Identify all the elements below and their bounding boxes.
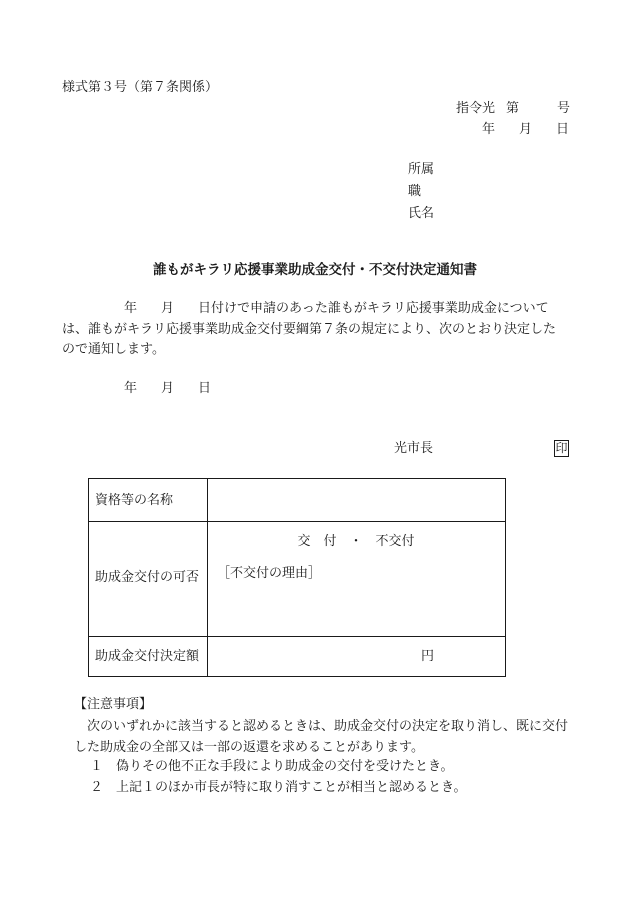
body-paragraph-text: 日付けで申請のあった誰もがキラリ応援事業助成金については、誰もがキラリ応援事業助成金交付要綱第７条の規定により、次のとおり決定したので通知します。 [62,301,557,357]
order-number [456,101,570,117]
issue-date-month: 月 [519,122,533,137]
table-row-divider-1 [89,521,505,522]
decision-table [88,478,506,677]
recipient-affiliation: 所属 [408,162,435,177]
order-dai: 第 [506,101,520,116]
table-column-divider [207,479,208,676]
table-row-divider-2 [89,636,505,637]
decision-date-day: 日 [198,381,212,396]
issue-date-year: 年 [482,122,496,137]
notes-intro: 次のいずれかに該当すると認めるときは、助成金交付の決定を取り消し、既に交付した助成金の全部又は一部の返還を求めることがあります。 [74,719,569,755]
qualification-name-label: 資格等の名称 [95,493,174,508]
grant-choice-text: 交 付 ・ 不交付 [297,534,415,549]
issue-date [482,122,569,138]
notes-heading: 【注意事項】 [74,697,153,712]
recipient-block [408,159,434,225]
mayor-title: 光市長 [394,441,434,456]
application-date-year: 年 [124,301,138,316]
seal-mark: 印 [555,441,568,455]
note-item: １ 偽りその他不正な手段により助成金の交付を受けたとき。 [90,759,454,774]
order-prefix: 指令光 [456,101,496,116]
recipient-name: 氏名 [408,206,435,221]
document-title: 誰もがキラリ応援事業助成金交付・不交付決定通知書 [153,262,477,278]
application-date-month: 月 [161,301,175,316]
non-grant-reason-label: ［不交付の理由］ [217,566,322,581]
amount-unit: 円 [421,649,435,664]
decision-date [124,381,211,397]
recipient-position: 職 [408,184,422,199]
issue-date-day: 日 [556,122,570,137]
grant-eligibility-label: 助成金交付の可否 [95,570,200,585]
decision-date-month: 月 [161,381,175,396]
order-go: 号 [557,101,571,116]
grant-amount-label: 助成金交付決定額 [95,649,200,664]
form-number: 様式第３号（第７条関係） [62,80,219,95]
application-date [62,301,198,316]
body-paragraph [62,299,568,361]
decision-date-year: 年 [124,381,138,396]
note-item: ２ 上記１のほか市長が特に取り消すことが相当と認めるとき。 [90,780,467,795]
